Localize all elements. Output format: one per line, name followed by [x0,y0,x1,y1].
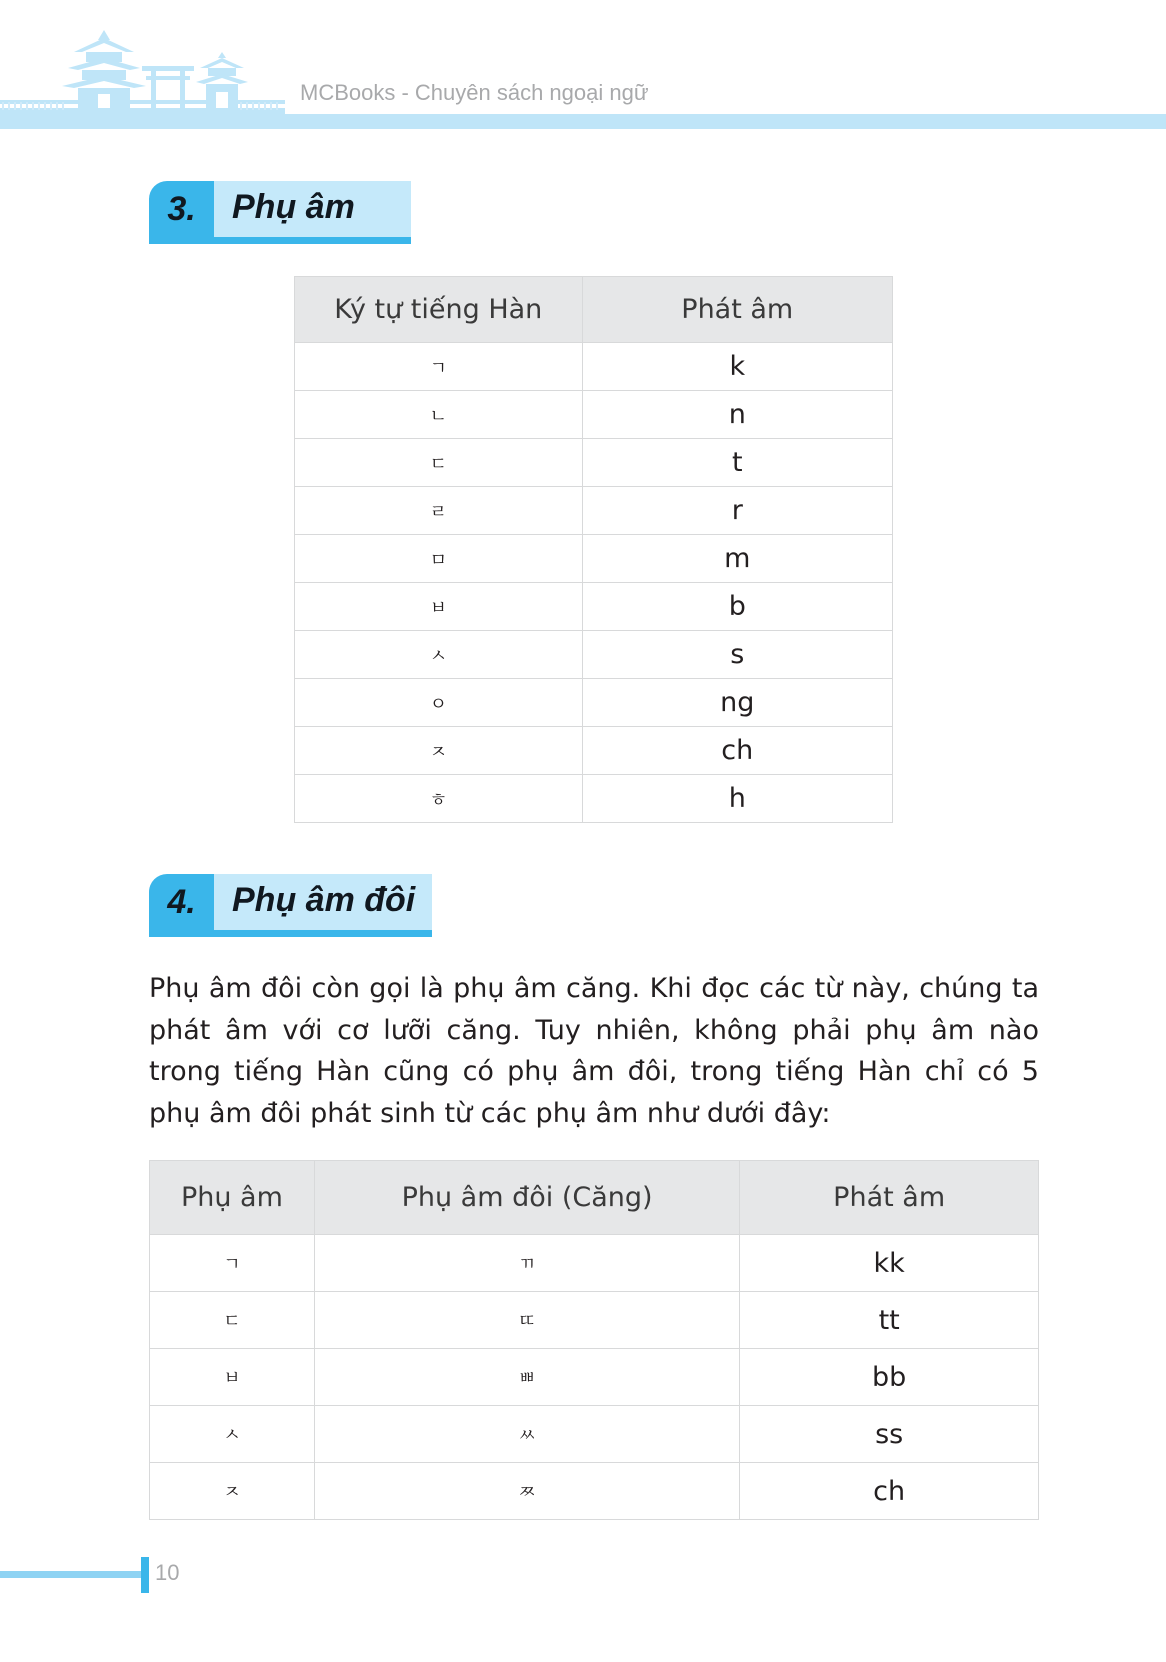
korean-char-cell: ㅎ [295,775,583,823]
section-3-number: 3. [149,181,214,237]
page-number: 10 [155,1560,180,1585]
pronunciation-cell: m [582,535,892,583]
table-row [295,631,893,679]
table-row [295,775,893,823]
table-row [295,391,893,439]
table-header-row [295,277,893,343]
pronunciation-cell: ng [582,679,892,727]
consonant-cell: ㅈ [150,1463,315,1520]
korean-char-cell: ㄹ [295,487,583,535]
section-3-heading [149,181,411,243]
table-row [150,1406,1039,1463]
table-row [150,1463,1039,1520]
table-row [295,727,893,775]
table-row [150,1235,1039,1292]
pronunciation-cell: t [582,439,892,487]
consonant-table [294,276,893,823]
double-consonant-cell: ㅃ [314,1349,740,1406]
pronunciation-cell: kk [740,1235,1039,1292]
column-header: Phát âm [740,1161,1039,1235]
section-4-title: Phụ âm đôi [214,874,432,930]
korean-char-cell: ㅁ [295,535,583,583]
pronunciation-cell: k [582,343,892,391]
table-row [150,1292,1039,1349]
pronunciation-cell: b [582,583,892,631]
pronunciation-cell: ch [582,727,892,775]
section-4-number: 4. [149,874,214,930]
table-header-row [150,1161,1039,1235]
section-4-underline [149,930,432,937]
column-header: Phụ âm đôi (Căng) [314,1161,740,1235]
table-row [295,439,893,487]
korean-char-cell: ㄴ [295,391,583,439]
pronunciation-cell: n [582,391,892,439]
section-3-title: Phụ âm [214,181,411,237]
korean-char-cell: ㅅ [295,631,583,679]
consonant-cell: ㅂ [150,1349,315,1406]
double-consonant-cell: ㄸ [314,1292,740,1349]
korean-char-cell: ㄷ [295,439,583,487]
korean-char-cell: ㅂ [295,583,583,631]
double-consonant-cell: ㅆ [314,1406,740,1463]
double-consonant-table [149,1160,1039,1520]
double-consonant-cell: ㅉ [314,1463,740,1520]
table-row [150,1349,1039,1406]
table-row [295,583,893,631]
footer-marker [141,1557,149,1593]
header-band [0,114,1166,129]
table-row [295,343,893,391]
section-4-heading [149,874,432,936]
table-row [295,535,893,583]
korean-char-cell: ㄱ [295,343,583,391]
pronunciation-cell: tt [740,1292,1039,1349]
consonant-cell: ㄱ [150,1235,315,1292]
table-row [295,487,893,535]
pronunciation-cell: r [582,487,892,535]
section-3-underline [149,237,411,244]
consonant-cell: ㄷ [150,1292,315,1349]
pronunciation-cell: h [582,775,892,823]
publisher-header: MCBooks - Chuyên sách ngoại ngữ [300,80,649,105]
korean-char-cell: ㅈ [295,727,583,775]
pronunciation-cell: bb [740,1349,1039,1406]
double-consonant-cell: ㄲ [314,1235,740,1292]
korean-char-cell: ㅇ [295,679,583,727]
pronunciation-cell: ch [740,1463,1039,1520]
column-header: Phụ âm [150,1161,315,1235]
section-4-paragraph: Phụ âm đôi còn gọi là phụ âm căng. Khi đọc các từ này, chúng ta phát âm với cơ lưỡi căng. Tuy nhiên, không phải phụ âm nào trong tiếng Hàn cũng có phụ âm đôi, trong tiếng Hàn chỉ có 5 phụ âm đôi phát sinh từ các phụ âm như dưới đây: [149,973,1039,1129]
footer-line [0,1571,141,1578]
temple-skyline-illustration [0,30,285,116]
pronunciation-cell: ss [740,1406,1039,1463]
table-row [295,679,893,727]
column-header: Ký tự tiếng Hàn [295,277,583,343]
pronunciation-cell: s [582,631,892,679]
column-header: Phát âm [582,277,892,343]
consonant-cell: ㅅ [150,1406,315,1463]
